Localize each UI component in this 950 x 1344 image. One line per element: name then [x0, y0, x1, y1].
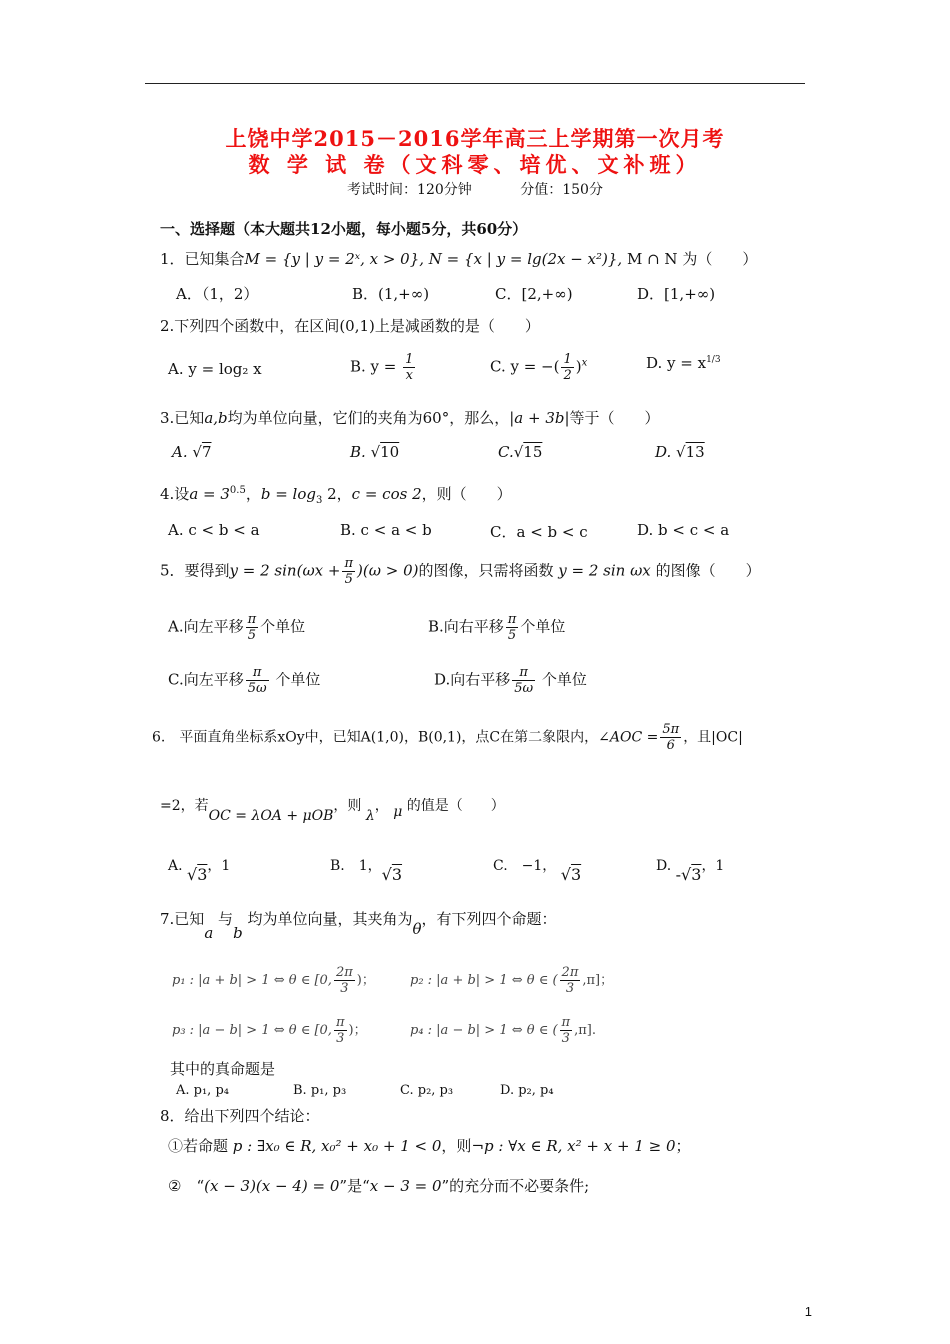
q1-sets: M = {y | y = 2ˣ, x > 0}, N = {x | y = lg(2x − x²)}, — [244, 250, 623, 268]
q6-option-d: D. -√3，1 — [656, 858, 725, 884]
q7-p3-expr: p₃ : |a − b| > 1 ⇔ θ ∈ [0, — [172, 1023, 332, 1038]
q2-option-a: A. y = log₂ x — [168, 360, 262, 378]
q2-option-d-label: D. y = x — [646, 354, 707, 372]
q3-stem-a: 3.已知 — [160, 409, 205, 427]
q7-prop-p2: p₂ : |a + b| > 1 ⇔ θ ∈ ( $\frac{2\pi}{3}$ ,π]； — [410, 965, 614, 996]
q6-mu: μ — [393, 804, 403, 820]
q2-option-d: D. $y = x^{1/3}$ — [646, 354, 721, 372]
q5-stem-b: 的图像，只需将函数 — [418, 561, 554, 580]
q6-option-d-value: ，1 — [701, 858, 725, 874]
q8-item2-b: ”是“ — [339, 1177, 370, 1195]
q3-stem-b: 均为单位向量，它们的夹角为60°，那么， — [227, 409, 510, 427]
q3-option-a-value: 7 — [201, 443, 212, 461]
question-3 — [160, 407, 660, 428]
q7-p2-expr: p₂ : |a + b| > 1 ⇔ θ ∈ ( — [410, 973, 558, 988]
q7-p2-tail: ,π]； — [582, 973, 614, 988]
q6-stem-e: 的值是（ ） — [406, 798, 505, 814]
section-heading: 一、选择题（本大题共12小题，每小题5分，共60分） — [160, 220, 528, 238]
q3-option-c-label: C. — [498, 443, 514, 461]
question-7 — [160, 908, 557, 942]
question-2: 2.下列四个函数中，在区间(0,1)上是减函数的是（ ） — [160, 317, 540, 335]
q1-option-b: B．(1,+∞) — [352, 285, 430, 303]
q5-option-d: D.向右平移 $\frac{\pi}{5\omega}$ 个单位 — [434, 665, 587, 696]
q7-option-c: C. p₂, p₃ — [400, 1083, 454, 1098]
q7-vec-a: a — [204, 924, 214, 942]
q3-stem-c: 等于（ ） — [569, 409, 660, 427]
q7-stem-b: 均为单位向量，其夹角为 — [247, 910, 413, 928]
question-5 — [160, 556, 761, 587]
q3-option-a-label: A. — [172, 443, 188, 461]
q5-expr2: y = 2 sin ωx — [558, 561, 651, 580]
q5-stem-a: 5．要得到 — [160, 561, 230, 580]
q8-item2-c: ”的充分而不必要条件; — [441, 1177, 590, 1195]
question-8: 8．给出下列四个结论： — [160, 1107, 320, 1125]
q6-option-b: B. 1，√3 — [330, 858, 403, 884]
q6-option-c: C. −1， √3 — [493, 858, 582, 884]
q5-option-a-label: A.向左平移 — [168, 617, 244, 636]
q6-angle-frac: $\frac{5\pi}{6}$ — [662, 722, 680, 753]
q3-vectors: a,b — [204, 409, 228, 427]
title-school: 上饶中学2015－2016学年高三上学期第一次月考 — [225, 126, 725, 151]
q8-item1-expr: p : ∃x₀ ∈ R, x₀² + x₀ + 1 < 0 — [232, 1137, 442, 1155]
question-1 — [160, 248, 757, 269]
q8-item1-a: ①若命题 — [168, 1137, 233, 1155]
q3-option-c-value: 15 — [523, 443, 543, 461]
q8-item1-neg: ¬p : ∀x ∈ R, x² + x + 1 ≥ 0 — [471, 1137, 676, 1155]
q4-b-sub: 3 — [315, 495, 323, 506]
q4-option-b: B. c < a < b — [340, 521, 432, 539]
q5-option-b-unit: 个单位 — [520, 617, 566, 636]
q7-p4-expr: p₄ : |a − b| > 1 ⇔ θ ∈ ( — [410, 1023, 558, 1038]
q4-b-tail: 2 — [322, 485, 337, 503]
q8-item2-a: ② “ — [168, 1177, 205, 1195]
q6-option-a: A. √3，1 — [168, 858, 231, 884]
q5-expr-tail: )(ω > 0) — [357, 561, 419, 580]
q7-vec-b: b — [233, 924, 243, 942]
q5-option-b-label: B.向右平移 — [428, 617, 504, 636]
q5-frac: $\frac{\pi}{5}$ — [344, 556, 354, 587]
q2-option-c-label: C. y = −( — [490, 357, 560, 376]
q3-option-d-label: D. — [655, 443, 672, 461]
q2-option-b — [350, 352, 417, 383]
q6-stem-a: 6. 平面直角坐标系xOy中，已知A(1,0)，B(0,1)，点C在第二象限内， — [152, 729, 599, 746]
q7-p1-expr: p₁ : |a + b| > 1 ⇔ θ ∈ [0, — [172, 973, 332, 988]
q6-angle: ∠AOC = — [598, 729, 659, 746]
q8-item-2 — [168, 1175, 589, 1196]
q7-true-label: 其中的真命题是 — [170, 1060, 276, 1078]
q6-stem-d: ，则 — [333, 798, 362, 814]
question-4: 4.设$a = 3^{0.5}$，$b = \log_3 2$，c = cos 2，则（ ） — [160, 485, 512, 506]
q2-option-c-frac: $\frac{1}{2}$ — [563, 352, 572, 383]
q6-stem-b: ，且|OC| — [683, 729, 743, 746]
q3-option-d-value: 13 — [685, 443, 705, 461]
q6-option-a-value: ，1 — [207, 858, 231, 874]
q7-prop-p4: p₄ : |a − b| > 1 ⇔ θ ∈ ( $\frac{\pi}{3}$ ,π]. — [410, 1015, 596, 1046]
q1-option-a: A．（1，2） — [176, 285, 259, 303]
q7-prop-p1: p₁ : |a + b| > 1 ⇔ θ ∈ [0, $\frac{2\pi}{3}$ )； — [172, 965, 375, 996]
exam-time: 考试时间：120分钟 — [347, 182, 472, 198]
q7-stem-c: ，有下列四个命题： — [421, 910, 557, 928]
q6-lambda: λ — [365, 808, 375, 824]
q8-item1-c: ； — [675, 1137, 691, 1155]
q2-option-b-label: B. y = — [350, 357, 402, 376]
q6-option-b-label: B. 1， — [330, 858, 382, 874]
q3-option-d: D. √13 — [655, 443, 705, 461]
q6-option-c-label: C. −1， — [493, 858, 557, 874]
title-exam: 数 学 试 卷（文科零、培优、文补班） — [248, 152, 702, 177]
q3-option-a: A. √7 — [172, 443, 212, 461]
q1-prefix: 1．已知集合 — [160, 250, 245, 268]
q4-c: c = cos 2 — [351, 485, 422, 503]
q2-option-b-frac: $\frac{1}{x}$ — [405, 352, 414, 383]
q7-option-d: D. p₂, p₄ — [500, 1083, 554, 1098]
q5-stem-c: 的图像（ ） — [655, 561, 761, 580]
q8-item1-b: ，则 — [441, 1137, 472, 1155]
exam-score: 分值：150分 — [520, 182, 603, 198]
q7-p1-tail: )； — [356, 973, 375, 988]
q4-a-exp: 0.5 — [229, 485, 246, 496]
q4-option-c: C．a < b < c — [490, 523, 588, 541]
q5-option-c-unit: 个单位 — [275, 670, 321, 689]
q8-item-1 — [168, 1135, 691, 1156]
q1-option-d: D．[1,+∞) — [637, 285, 716, 303]
question-6 — [152, 722, 743, 753]
q5-expr: y = 2 sin(ωx + — [229, 561, 341, 580]
q5-option-a-unit: 个单位 — [260, 617, 306, 636]
q7-option-b: B. p₁, p₃ — [293, 1083, 347, 1098]
top-rule — [145, 83, 805, 84]
q7-p3-tail: )； — [348, 1023, 367, 1038]
q5-option-a: A.向左平移 $\frac{\pi}{5}$ 个单位 — [168, 612, 306, 643]
q7-stem-a: 7.已知 — [160, 910, 205, 928]
q5-option-c-label: C.向左平移 — [168, 670, 244, 689]
q3-option-b-value: 10 — [380, 443, 400, 461]
q4-option-a: A. c < b < a — [168, 521, 260, 539]
q7-p4-tail: ,π]. — [574, 1023, 596, 1038]
q5-option-d-label: D.向右平移 — [434, 670, 511, 689]
q5-option-c: C.向左平移 $\frac{\pi}{5\omega}$ 个单位 — [168, 665, 321, 696]
q3-option-b: B. √10 — [350, 443, 400, 461]
q5-option-b: B.向右平移 $\frac{\pi}{5}$ 个单位 — [428, 612, 566, 643]
q4-b: b = log — [260, 485, 316, 503]
q7-option-a: A. p₁, p₄ — [176, 1083, 229, 1098]
q6-option-d-label: D. — [656, 858, 672, 874]
q4-a: a = 3 — [189, 485, 230, 503]
q5-option-d-unit: 个单位 — [541, 670, 587, 689]
exam-meta — [0, 179, 950, 199]
q7-prop-p3: p₃ : |a − b| > 1 ⇔ θ ∈ [0, $\frac{\pi}{3}$ )； — [172, 1015, 367, 1046]
q1-ask: M ∩ N 为（ ） — [626, 250, 758, 268]
q4-option-d: D. b < c < a — [637, 521, 730, 539]
question-6-cont: =2，若OC = λOA + μOB，则 λ， μ 的值是（ ） — [160, 798, 505, 824]
q4-tail: ，则（ ） — [421, 485, 512, 503]
q8-item2-expr2: x − 3 = 0 — [369, 1177, 442, 1195]
q3-option-b-label: B. — [350, 443, 366, 461]
q3-option-c: C.√15 — [498, 443, 543, 461]
page-number: 1 — [804, 1304, 812, 1319]
q6-expr: OC = λOA + μOB — [208, 808, 334, 824]
q2-option-c: C. y = −( $\frac{1}{2}$ )$^x$ — [490, 352, 588, 383]
q8-item2-expr: (x − 3)(x − 4) = 0 — [204, 1177, 340, 1195]
q7-theta: θ — [412, 920, 422, 938]
q6-stem-c: =2，若 — [160, 798, 209, 814]
q1-option-c: C．[2,+∞) — [495, 285, 573, 303]
q6-option-a-label: A. — [168, 858, 183, 874]
q3-abs-expr: |a + 3b| — [509, 409, 570, 427]
q4-stem: 4.设 — [160, 485, 190, 503]
q7-with: 与 — [218, 910, 234, 928]
